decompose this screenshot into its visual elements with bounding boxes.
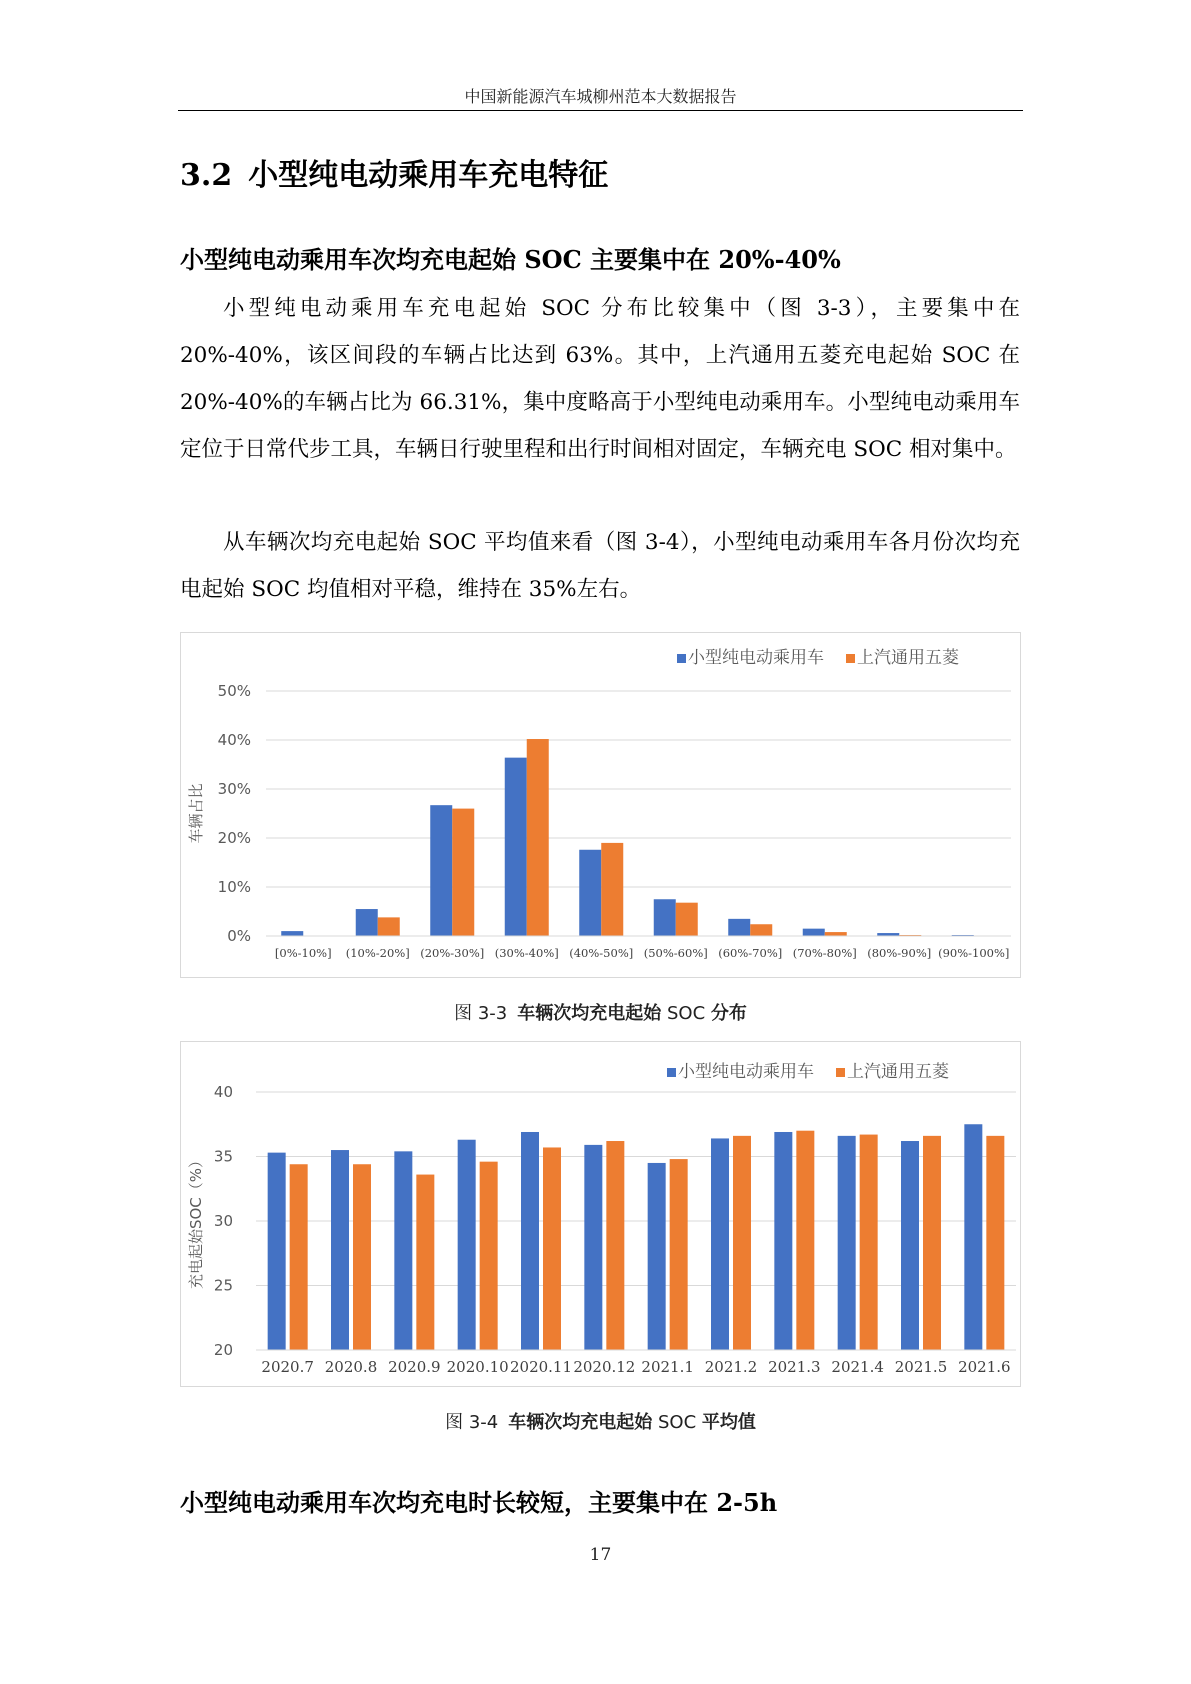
figure-3-3-soc: SOC <box>666 1003 706 1024</box>
y-tick-label: 35 <box>213 1147 233 1166</box>
bar-small-ev <box>268 1153 286 1350</box>
x-tick-label: 2021.5 <box>894 1358 948 1376</box>
x-tick-label: (20%-30%] <box>420 946 485 960</box>
bar-small-ev <box>281 931 303 936</box>
bar-sgmw <box>543 1147 561 1350</box>
figure-3-3-title: 车辆次均充电起始 <box>517 1003 662 1024</box>
x-tick-label: 2021.4 <box>831 1358 884 1376</box>
bar-sgmw <box>378 917 400 936</box>
legend-swatch <box>846 654 855 663</box>
figure-3-3-label: 图 3-3 <box>454 1003 508 1024</box>
bar-small-ev <box>838 1136 856 1350</box>
legend-label: 上汽通用五菱 <box>847 1062 949 1082</box>
bar-sgmw <box>480 1162 498 1350</box>
bar-small-ev <box>648 1163 666 1350</box>
bar-sgmw <box>353 1164 371 1350</box>
bar-small-ev <box>430 805 452 936</box>
bar-sgmw <box>733 1136 751 1350</box>
x-tick-label: 2020.12 <box>573 1358 636 1376</box>
bar-sgmw <box>290 1164 308 1350</box>
bar-small-ev <box>521 1132 539 1350</box>
bar-small-ev <box>964 1124 982 1350</box>
legend-label: 小型纯电动乘用车 <box>688 648 824 668</box>
x-tick-label: (70%-80%] <box>792 946 857 960</box>
bar-small-ev <box>654 899 676 936</box>
page-number: 17 <box>589 1545 612 1565</box>
y-tick-label: 25 <box>213 1276 233 1295</box>
bar-small-ev <box>728 919 750 936</box>
x-tick-label: 2020.9 <box>388 1358 441 1376</box>
figure-3-4-caption <box>178 1408 1023 1434</box>
section-title-text: 小型纯电动乘用车充电特征 <box>248 158 609 193</box>
figure-3-4-label: 图 3-4 <box>445 1412 499 1433</box>
bar-small-ev <box>579 850 601 936</box>
paragraph-soc-average: 从车辆次均充电起始 SOC 平均值来看（图 3-4），小型纯电动乘用车各月份次均充电起始 SOC 均值相对平稳，维持在 35%左右。 <box>180 530 1020 602</box>
figure-3-4-soc: SOC <box>657 1412 697 1433</box>
y-tick-label: 50% <box>217 682 251 700</box>
x-tick-label: 2020.10 <box>446 1358 509 1376</box>
figure-3-4-chart <box>180 1041 1021 1387</box>
y-tick-label: 30 <box>213 1212 233 1230</box>
legend-swatch <box>667 1068 676 1077</box>
x-tick-label: (10%-20%] <box>345 946 410 960</box>
legend-label: 小型纯电动乘用车 <box>678 1062 814 1082</box>
paragraph-soc-distribution: 小型纯电动乘用车充电起始 SOC 分布比较集中（图 3-3），主要集中在 20%-40%，该区间段的车辆占比达到 63%。其中，上汽通用五菱充电起始 SOC 在 20%-40%的车辆占比为 66.31%，集中度略高于小型纯电动乘用车。小型纯电动乘用车定位于日常代步工具，车辆日行驶里程和出行时间相对固定，车辆充电 SOC 相对集中。 <box>180 296 1020 462</box>
bar-sgmw <box>923 1136 941 1350</box>
x-tick-label: (30%-40%] <box>494 946 559 960</box>
x-tick-label: 2020.8 <box>324 1358 378 1376</box>
bar-sgmw <box>601 843 623 936</box>
y-tick-label: 40 <box>213 1083 233 1101</box>
figure-3-3-tail: 分布 <box>710 1003 747 1024</box>
legend-swatch <box>836 1068 845 1077</box>
bar-sgmw <box>606 1141 624 1350</box>
bar-small-ev <box>774 1132 792 1350</box>
running-header: 中国新能源汽车城柳州范本大数据报告 <box>464 87 737 106</box>
x-tick-label: (60%-70%] <box>718 946 783 960</box>
x-tick-label: 2020.7 <box>261 1358 314 1376</box>
bar-small-ev <box>458 1140 476 1350</box>
x-tick-label: 2021.3 <box>768 1358 821 1376</box>
header-rule <box>178 110 1023 111</box>
section-title <box>180 150 608 194</box>
figure-3-4-tail: 平均值 <box>701 1412 756 1433</box>
bar-sgmw <box>750 924 772 936</box>
y-tick-label: 0% <box>227 927 251 945</box>
y-axis-label: 充电起始SOC（%） <box>187 1152 205 1290</box>
bar-sgmw <box>825 932 847 936</box>
bar-sgmw <box>527 739 549 936</box>
figure-3-4-title: 车辆次均充电起始 <box>508 1412 653 1433</box>
bar-small-ev <box>711 1138 729 1350</box>
subheading-soc-distribution: 小型纯电动乘用车次均充电起始 SOC 主要集中在 20%-40% <box>180 245 841 274</box>
bar-sgmw <box>986 1136 1004 1350</box>
x-tick-label: 2021.2 <box>704 1358 758 1376</box>
section-number: 3.2 <box>180 158 233 193</box>
y-tick-label: 20 <box>213 1341 233 1359</box>
x-tick-label: 2021.6 <box>958 1358 1011 1376</box>
legend-label: 上汽通用五菱 <box>857 648 959 668</box>
y-tick-label: 20% <box>217 829 251 847</box>
y-axis-label: 车辆占比 <box>187 783 205 844</box>
y-tick-label: 10% <box>217 878 251 896</box>
bar-small-ev <box>803 929 825 936</box>
bar-small-ev <box>584 1145 602 1350</box>
bar-small-ev <box>505 758 527 936</box>
figure-3-3-caption <box>178 999 1023 1025</box>
bar-small-ev <box>901 1141 919 1350</box>
soc-average-chart <box>181 1042 1020 1386</box>
bar-sgmw <box>860 1135 878 1350</box>
x-tick-label: (90%-100%] <box>938 946 1010 960</box>
y-tick-label: 40% <box>217 731 251 749</box>
bar-sgmw <box>676 903 698 936</box>
x-tick-label: (50%-60%] <box>643 946 708 960</box>
bar-sgmw <box>670 1159 688 1350</box>
bar-sgmw <box>796 1131 814 1350</box>
x-tick-label: (40%-50%] <box>569 946 634 960</box>
bar-small-ev <box>394 1151 412 1350</box>
bar-small-ev <box>331 1150 349 1350</box>
y-tick-label: 30% <box>217 780 251 798</box>
x-tick-label: 2021.1 <box>641 1358 694 1376</box>
soc-distribution-chart <box>181 633 1020 977</box>
legend-swatch <box>677 654 686 663</box>
figure-3-3-chart <box>180 632 1021 978</box>
bar-sgmw <box>452 809 474 936</box>
subheading-charge-duration: 小型纯电动乘用车次均充电时长较短，主要集中在 2-5h <box>180 1488 778 1517</box>
bar-small-ev <box>356 909 378 936</box>
x-tick-label: 2020.11 <box>509 1358 573 1376</box>
x-tick-label: [0%-10%] <box>274 946 332 960</box>
bar-sgmw <box>416 1175 434 1350</box>
x-tick-label: (80%-90%] <box>867 946 932 960</box>
